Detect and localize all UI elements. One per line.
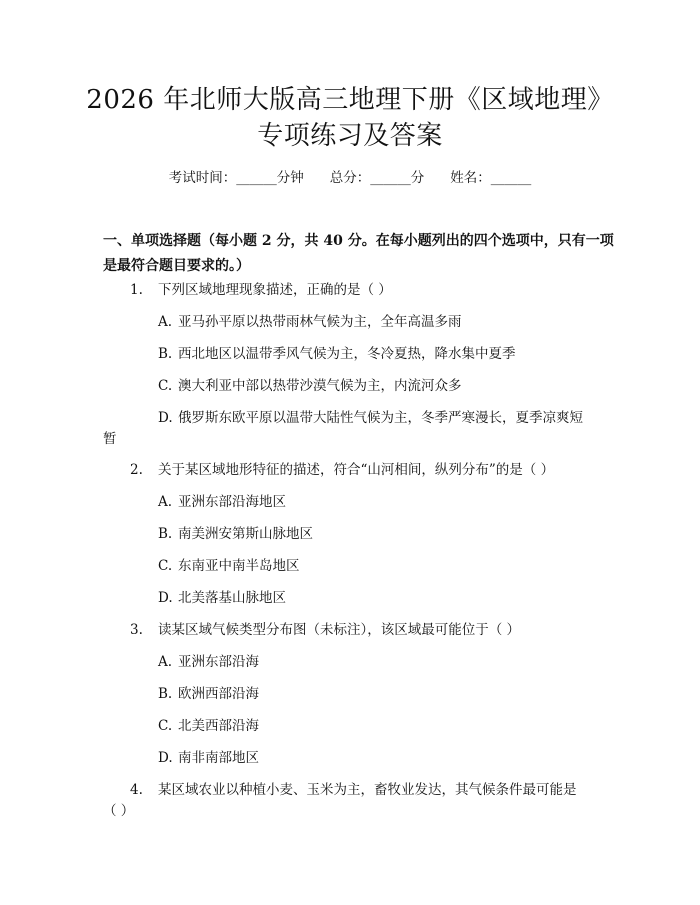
option-text: 南非南部地区 (178, 750, 259, 766)
exam-name: 姓名：______ (450, 170, 532, 186)
q2-option-d (158, 587, 286, 609)
q2-option-b (158, 523, 313, 545)
question-4-continuation: （ ） (103, 803, 135, 819)
option-letter: C. (158, 558, 173, 574)
exam-time: 考试时间：______分钟 (168, 170, 304, 186)
option-letter: D. (158, 750, 173, 766)
option-text: 西北地区以温带季风气候为主，冬冷夏热，降水集中夏季 (178, 346, 516, 362)
question-stem: 下列区域地理现象描述，正确的是（ ） (158, 282, 392, 298)
question-number: 3. (130, 622, 143, 638)
q3-option-d (158, 747, 259, 769)
q1-option-d-continuation: 暂 (103, 431, 117, 447)
question-number: 2. (130, 462, 143, 478)
option-text: 澳大利亚中部以热带沙漠气候为主，内流河众多 (178, 378, 462, 394)
section-heading-line-1: 一、单项选择题（每小题 2 分，共 40 分。在每小题列出的四个选项中，只有一项 (103, 233, 614, 249)
q3-option-c (158, 715, 259, 737)
exam-meta (0, 168, 700, 188)
question-stem: 某区域农业以种植小麦、玉米为主，畜牧业发达，其气候条件最可能是 (158, 782, 577, 798)
q3-option-b (158, 683, 259, 705)
q3-option-a (158, 651, 259, 673)
option-letter: C. (158, 718, 173, 734)
question-stem: 读某区域气候类型分布图（未标注），该区域最可能位于（ ） (158, 622, 521, 638)
question-4 (130, 779, 577, 801)
option-text: 欧洲西部沿海 (178, 686, 259, 702)
option-letter: A. (158, 494, 173, 510)
option-text: 南美洲安第斯山脉地区 (178, 526, 313, 542)
option-letter: D. (158, 590, 173, 606)
section-heading-line-2: 是最符合题目要求的。） (103, 258, 250, 274)
option-letter: B. (158, 346, 173, 362)
option-text: 亚马孙平原以热带雨林气候为主，全年高温多雨 (178, 314, 462, 330)
question-1 (130, 279, 392, 301)
q1-option-d (158, 407, 583, 429)
option-text: 北美西部沿海 (178, 718, 259, 734)
page-title-line-1: 2026 年北师大版高三地理下册《区域地理》 (86, 85, 614, 115)
option-text: 亚洲东部沿海 (178, 654, 259, 670)
option-text: 东南亚中南半岛地区 (178, 558, 300, 574)
option-letter: B. (158, 526, 173, 542)
option-text: 俄罗斯东欧平原以温带大陆性气候为主，冬季严寒漫长，夏季凉爽短 (178, 410, 583, 426)
question-stem: 关于某区域地形特征的描述，符合“山河相间，纵列分布”的是（ ） (158, 462, 555, 478)
option-letter: B. (158, 686, 173, 702)
q2-option-c (158, 555, 300, 577)
option-text: 亚洲东部沿海地区 (178, 494, 286, 510)
page-title-line-2: 专项练习及答案 (257, 121, 443, 151)
question-number: 4. (130, 782, 143, 798)
q1-option-a (158, 311, 462, 333)
q2-option-a (158, 491, 286, 513)
question-number: 1. (130, 282, 143, 298)
question-3 (130, 619, 520, 641)
exam-score: 总分：______分 (329, 170, 425, 186)
question-2 (130, 459, 554, 481)
q1-option-b (158, 343, 516, 365)
option-letter: A. (158, 654, 173, 670)
option-letter: A. (158, 314, 173, 330)
option-letter: D. (158, 410, 173, 426)
section-heading (103, 229, 614, 278)
q1-option-c (158, 375, 462, 397)
option-letter: C. (158, 378, 173, 394)
option-text: 北美落基山脉地区 (178, 590, 286, 606)
